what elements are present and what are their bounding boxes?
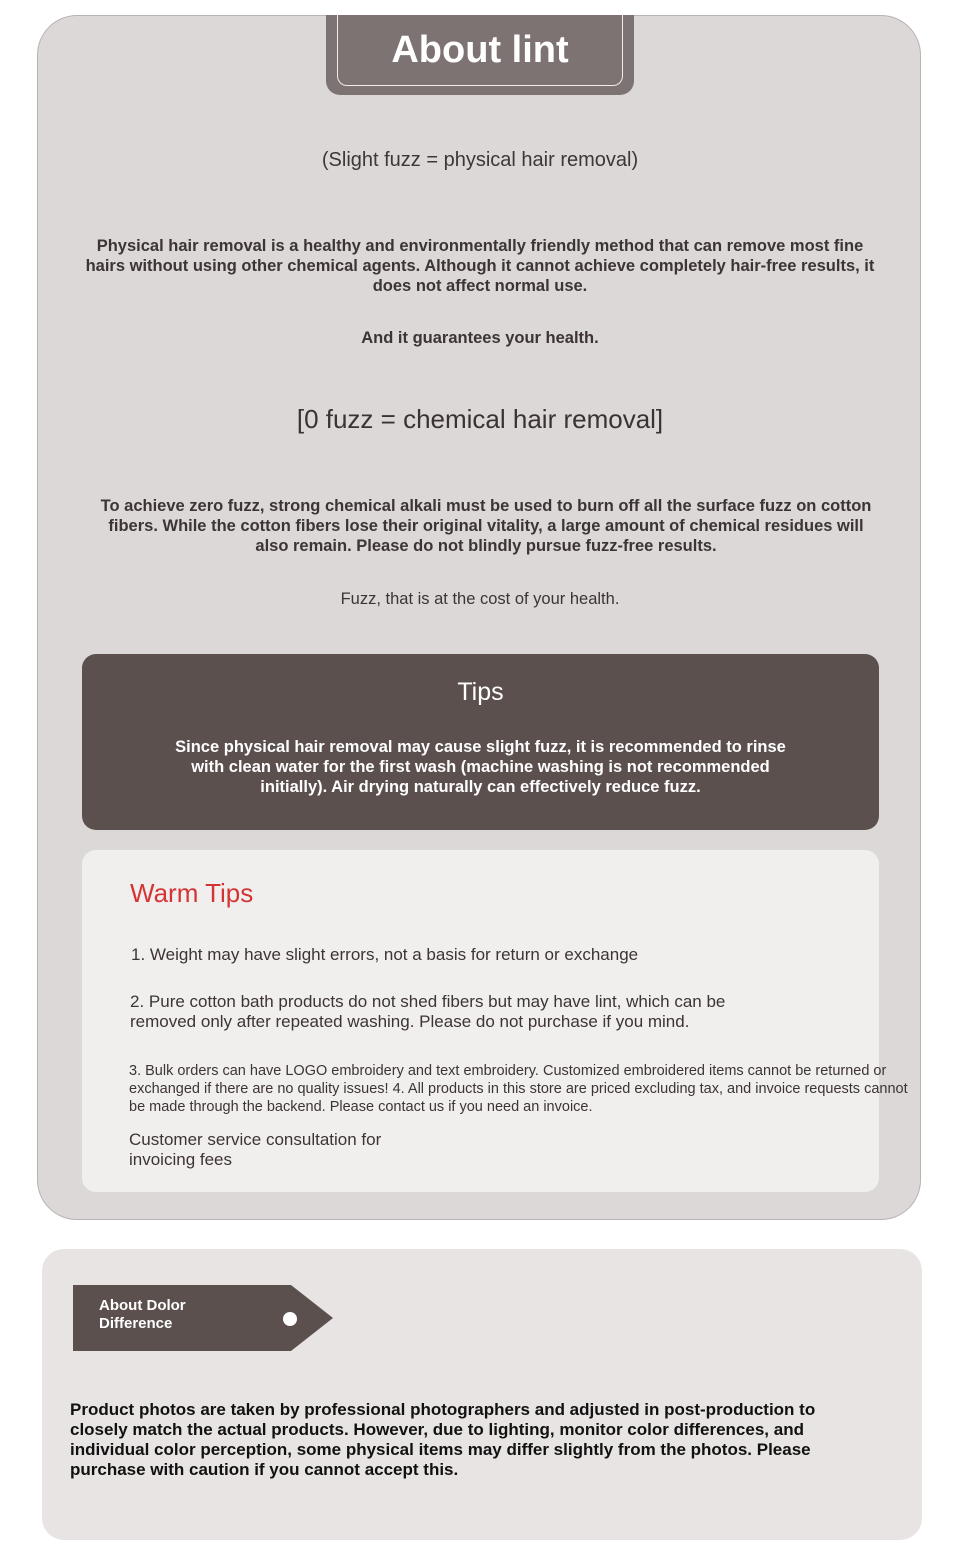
tips-box: [82, 654, 879, 830]
warm-tip-2: 2. Pure cotton bath products do not shed fibers but may have lint, which can be removed only after repeated washing. Please do not purchase if you mind.: [130, 992, 726, 1031]
warm-tips-box: [82, 850, 908, 1192]
warm-tip-3: 3. Bulk orders can have LOGO embroidery and text embroidery. Customized embroidered items cannot be returned or exchanged if there are no quality issues! 4. All products in this store are priced excluding tax, and invoice requests cannot be made through the backend. Please contact us if you need an invoice.: [129, 1063, 908, 1115]
title-tab: [326, 15, 634, 95]
slight-fuzz-note: And it guarantees your health.: [361, 329, 599, 347]
title-tab-frame: [337, 15, 623, 86]
tips-text: Since physical hair removal may cause slight fuzz, it is recommended to rinse with clean water for the first wash (machine washing is not recommended initially). Air drying naturally can effectively reduce fuzz.: [175, 738, 786, 796]
color-difference-label: [73, 1285, 335, 1351]
slight-fuzz-paragraph: Physical hair removal is a healthy and environmentally friendly method that can remove most fine hairs without using other chemical agents. Although it cannot achieve completely hair-free results, it does not affect normal use.: [85, 237, 875, 295]
color-difference-label-text: About Dolor Difference: [99, 1297, 186, 1332]
page-title: About lint: [391, 28, 569, 71]
warm-tip-footer: Customer service consultation for invoicing fees: [129, 1130, 382, 1169]
zero-fuzz-paragraph: To achieve zero fuzz, strong chemical alkali must be used to burn off all the surface fuzz on cotton fibers. While the cotton fibers lose their original vitality, a large amount of chemical residues will also remain. Please do not blindly pursue fuzz-free results.: [100, 497, 872, 555]
warm-tips-title: Warm Tips: [130, 878, 254, 908]
color-difference-text: Product photos are taken by professional photographers and adjusted in post-production to closely match the actual products. However, due to lighting, monitor color differences, and individual color perception, some physical items may differ slightly from the photos. Please purchase with caution if you cannot accept this.: [70, 1400, 816, 1479]
zero-fuzz-heading: [0 fuzz = chemical hair removal]: [296, 404, 664, 434]
zero-fuzz-note: Fuzz, that is at the cost of your health.: [340, 590, 620, 608]
warm-tip-1: 1. Weight may have slight errors, not a basis for return or exchange: [131, 945, 639, 964]
slight-fuzz-heading: (Slight fuzz = physical hair removal): [321, 149, 639, 171]
bullet-dot-icon: [283, 1312, 297, 1326]
tips-title: Tips: [457, 678, 504, 706]
